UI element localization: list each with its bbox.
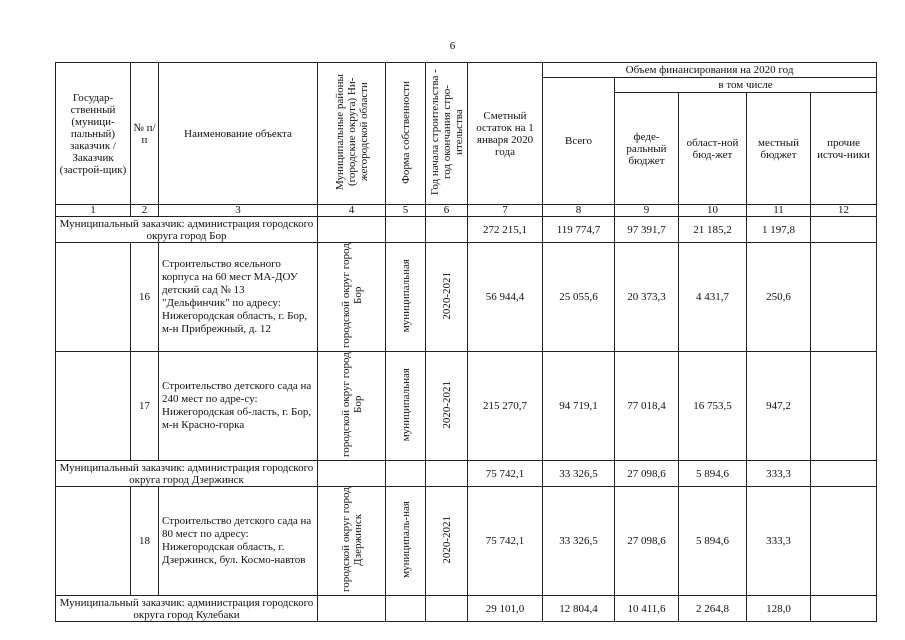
other-cell bbox=[811, 596, 877, 622]
total-cell: 119 774,7 bbox=[543, 217, 615, 243]
header-customer: Государ-ственный (муници-пальный) заказчик / Заказчик (застрой-щик) bbox=[56, 63, 131, 205]
total-cell: 12 804,4 bbox=[543, 596, 615, 622]
empty-cell bbox=[56, 352, 131, 461]
total-cell: 94 719,1 bbox=[543, 352, 615, 461]
group-customer: Муниципальный заказчик: администрация городского округа город Кулебаки bbox=[56, 596, 318, 622]
local-cell: 250,6 bbox=[747, 243, 811, 352]
table-row-item bbox=[56, 243, 877, 352]
estimate-cell: 75 742,1 bbox=[468, 487, 543, 596]
other-cell bbox=[811, 487, 877, 596]
total-cell: 33 326,5 bbox=[543, 487, 615, 596]
estimate-cell: 29 101,0 bbox=[468, 596, 543, 622]
header-object-name: Наименование объекта bbox=[159, 63, 318, 205]
federal-cell: 10 411,6 bbox=[615, 596, 679, 622]
total-cell: 33 326,5 bbox=[543, 461, 615, 487]
ownership-cell: муниципаль-ная bbox=[386, 487, 426, 596]
years-cell: 2020-2021 bbox=[426, 487, 468, 596]
column-number: 9 bbox=[615, 205, 679, 217]
total-cell: 25 055,6 bbox=[543, 243, 615, 352]
column-number: 6 bbox=[426, 205, 468, 217]
empty-cell bbox=[318, 596, 386, 622]
table-row-item bbox=[56, 352, 877, 461]
local-cell: 333,3 bbox=[747, 461, 811, 487]
header-estimate: Сметный остаток на 1 января 2020 года bbox=[468, 63, 543, 205]
column-number: 8 bbox=[543, 205, 615, 217]
local-cell: 128,0 bbox=[747, 596, 811, 622]
header-financing: Объем финансирования на 2020 год bbox=[543, 63, 877, 78]
local-cell: 333,3 bbox=[747, 487, 811, 596]
regional-cell: 5 894,6 bbox=[679, 461, 747, 487]
district-cell: городской округ город Дзержинск bbox=[318, 487, 386, 596]
header-ownership: Форма собственности bbox=[386, 63, 426, 205]
column-number: 5 bbox=[386, 205, 426, 217]
federal-cell: 20 373,3 bbox=[615, 243, 679, 352]
table-row-group bbox=[56, 217, 877, 243]
column-number: 3 bbox=[159, 205, 318, 217]
column-number: 4 bbox=[318, 205, 386, 217]
table-row-item bbox=[56, 487, 877, 596]
other-cell bbox=[811, 461, 877, 487]
page-number: 6 bbox=[449, 40, 456, 52]
empty-cell bbox=[386, 461, 426, 487]
empty-cell bbox=[318, 461, 386, 487]
federal-cell: 77 018,4 bbox=[615, 352, 679, 461]
empty-cell bbox=[426, 217, 468, 243]
header-total: Всего bbox=[543, 78, 615, 205]
empty-cell bbox=[426, 596, 468, 622]
column-number: 11 bbox=[747, 205, 811, 217]
header-regional: област-ной бюд-жет bbox=[679, 93, 747, 205]
column-number: 10 bbox=[679, 205, 747, 217]
header-local: местный бюджет bbox=[747, 93, 811, 205]
regional-cell: 21 185,2 bbox=[679, 217, 747, 243]
empty-cell bbox=[386, 217, 426, 243]
object-name: Строительство ясельного корпуса на 60 мест МА-ДОУ детский сад № 13 "Дельфинчик" по адресу: Нижегородская область, г. Бор, м-н Прибрежный, д. 12 bbox=[159, 243, 318, 352]
federal-cell: 97 391,7 bbox=[615, 217, 679, 243]
local-cell: 1 197,8 bbox=[747, 217, 811, 243]
object-name: Строительство детского сада на 240 мест по адре-су: Нижегородская об-ласть, г. Бор, м-н Красно-горка bbox=[159, 352, 318, 461]
empty-cell bbox=[386, 596, 426, 622]
empty-cell bbox=[426, 461, 468, 487]
ownership-cell: муниципальная bbox=[386, 243, 426, 352]
column-number: 2 bbox=[131, 205, 159, 217]
district-cell: городской округ город Бор bbox=[318, 243, 386, 352]
group-customer: Муниципальный заказчик: администрация городского округа город Бор bbox=[56, 217, 318, 243]
table-row-group bbox=[56, 596, 877, 622]
column-number: 1 bbox=[56, 205, 131, 217]
header-districts: Муниципальные районы (городские округа) Ни-жегородской области bbox=[318, 63, 386, 205]
header-years: Год начала строительства - год окончания стро-ительства bbox=[426, 63, 468, 205]
regional-cell: 5 894,6 bbox=[679, 487, 747, 596]
header-other: прочие источ-ники bbox=[811, 93, 877, 205]
local-cell: 947,2 bbox=[747, 352, 811, 461]
item-no: 16 bbox=[131, 243, 159, 352]
column-number: 7 bbox=[468, 205, 543, 217]
column-numbers-row bbox=[56, 205, 877, 217]
years-cell: 2020-2021 bbox=[426, 352, 468, 461]
federal-cell: 27 098,6 bbox=[615, 487, 679, 596]
column-number: 12 bbox=[811, 205, 877, 217]
regional-cell: 16 753,5 bbox=[679, 352, 747, 461]
empty-cell bbox=[56, 243, 131, 352]
financing-table bbox=[55, 62, 877, 622]
other-cell bbox=[811, 243, 877, 352]
empty-cell bbox=[56, 487, 131, 596]
ownership-cell: муниципальная bbox=[386, 352, 426, 461]
district-cell: городской округ город Бор bbox=[318, 352, 386, 461]
item-no: 18 bbox=[131, 487, 159, 596]
regional-cell: 4 431,7 bbox=[679, 243, 747, 352]
item-no: 17 bbox=[131, 352, 159, 461]
federal-cell: 27 098,6 bbox=[615, 461, 679, 487]
empty-cell bbox=[318, 217, 386, 243]
estimate-cell: 272 215,1 bbox=[468, 217, 543, 243]
object-name: Строительство детского сада на 80 мест по адресу: Нижегородская область, г. Дзержинск, бул. Космо-навтов bbox=[159, 487, 318, 596]
years-cell: 2020-2021 bbox=[426, 243, 468, 352]
estimate-cell: 215 270,7 bbox=[468, 352, 543, 461]
regional-cell: 2 264,8 bbox=[679, 596, 747, 622]
other-cell bbox=[811, 217, 877, 243]
header-row-1 bbox=[56, 63, 877, 78]
estimate-cell: 75 742,1 bbox=[468, 461, 543, 487]
estimate-cell: 56 944,4 bbox=[468, 243, 543, 352]
other-cell bbox=[811, 352, 877, 461]
header-federal: феде-ральный бюджет bbox=[615, 93, 679, 205]
header-including: в том числе bbox=[615, 78, 877, 93]
table-row-group bbox=[56, 461, 877, 487]
header-no: № п/п bbox=[131, 63, 159, 205]
group-customer: Муниципальный заказчик: администрация городского округа город Дзержинск bbox=[56, 461, 318, 487]
